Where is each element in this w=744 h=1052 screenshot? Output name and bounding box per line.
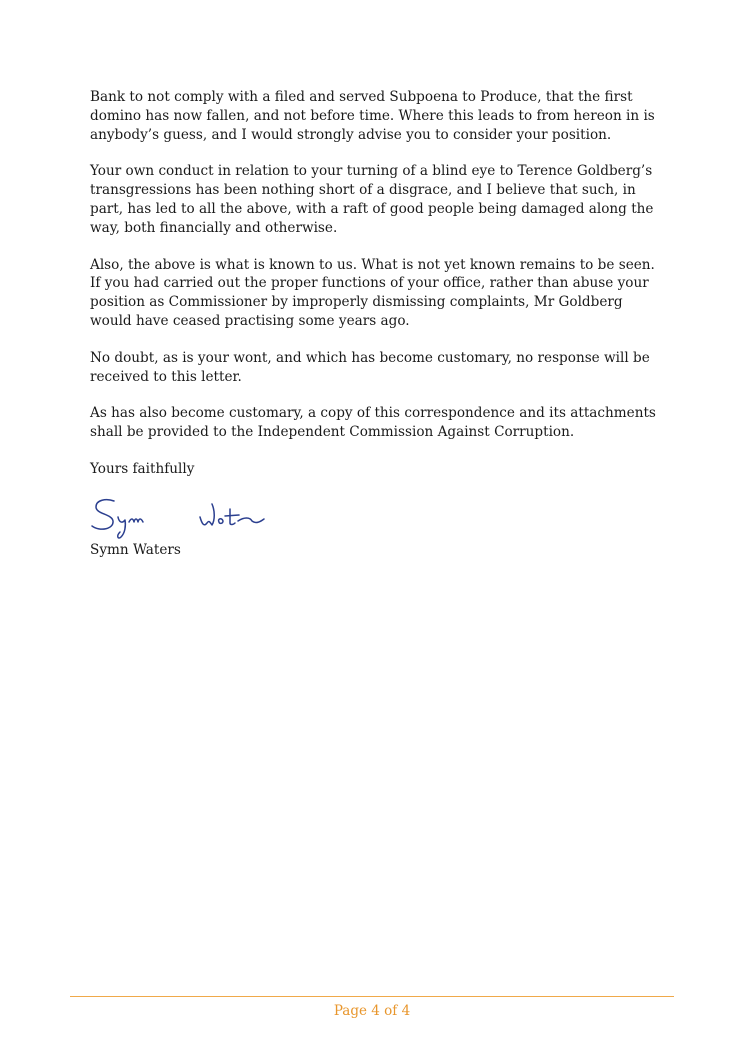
footer-divider [70,996,674,997]
signer-name: Symn Waters [90,541,181,558]
paragraph-conduct: Your own conduct in relation to your turning of a blind eye to Terence Goldberg’s transgressions has been nothing short of a disgrace, and I believe that such, in part, has led to all the above, with a raft of good people being damaged along the way, both financially and otherwise. [90,163,654,236]
closing-salutation: Yours faithfully [90,460,195,477]
page-number: Page 4 of 4 [333,1003,411,1019]
paragraph-no-response: No doubt, as is your wont, and which has become customary, no response will be received to this letter. [90,349,650,385]
letter-body [90,88,662,578]
paragraph-icac-copy: As has also become customary, a copy of this correspondence and its attachments shall be provided to the Independent Commission Against Corruption. [90,405,656,441]
handwritten-signature [88,495,278,541]
paragraph-known: Also, the above is what is known to us. What is not yet known remains to be seen. If you had carried out the proper functions of your office, rather than abuse your position as Commissioner by improperly dismissing complaints, Mr Goldberg would have ceased practising some years ago. [90,256,655,329]
paragraph-subpoena: Bank to not comply with a filed and served Subpoena to Produce, that the first domino has now fallen, and not before time. Where this leads to from hereon in is anybody’s guess, and I would strongly advise you to consider your position. [90,89,655,143]
